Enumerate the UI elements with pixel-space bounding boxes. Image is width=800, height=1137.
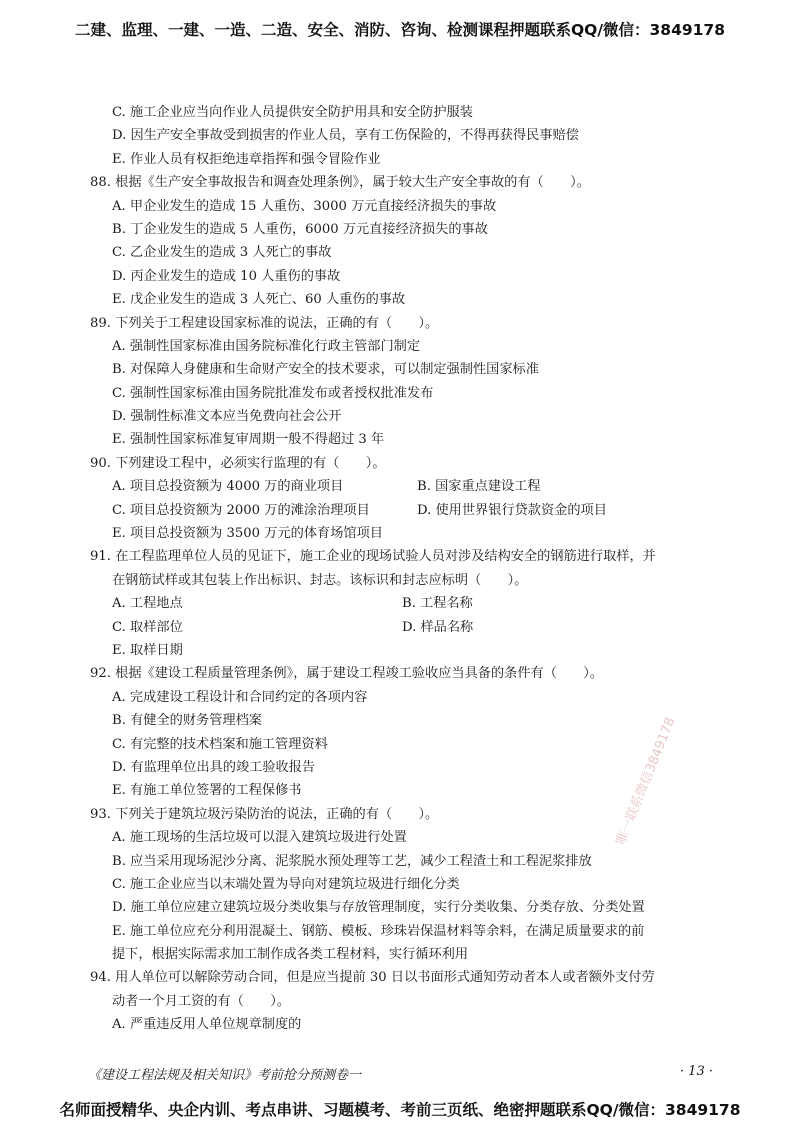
q90-stem: 90. 下列建设工程中，必须实行监理的有（ ）。: [90, 455, 386, 471]
q91-option-b: B. 工程名称: [402, 596, 473, 612]
q89-option-d: D. 强制性标准文本应当免费向社会公开: [112, 409, 342, 425]
q89-option-c: C. 强制性国家标准由国务院批准发布或者授权批准发布: [112, 385, 434, 401]
q92-stem: 92. 根据《建设工程质量管理条例》，属于建设工程竣工验收应当具备的条件有（ ）。: [90, 666, 604, 682]
q91-option-a: A. 工程地点: [112, 596, 183, 612]
q90-option-d: D. 使用世界银行贷款资金的项目: [417, 502, 607, 518]
q88-option-b: B. 丁企业发生的造成 5 人重伤，6000 万元直接经济损失的事故: [112, 221, 488, 237]
q93-option-b: B. 应当采用现场泥沙分离、泥浆脱水预处理等工艺，减少工程渣土和工程泥浆排放: [112, 853, 592, 869]
q91-option-d: D. 样品名称: [402, 619, 474, 635]
page-number: · 13 ·: [679, 1064, 713, 1079]
q94-stem-line1: 94. 用人单位可以解除劳动合同，但是应当提前 30 日以书面形式通知劳动者本人或者额外支付劳: [90, 970, 655, 986]
q87-option-c: C. 施工企业应当向作业人员提供安全防护用具和安全防护服装: [112, 105, 473, 120]
q88-stem: 88. 根据《生产安全事故报告和调查处理条例》，属于较大生产安全事故的有（ ）。: [90, 175, 590, 191]
q88-option-a: A. 甲企业发生的造成 15 人重伤、3000 万元直接经济损失的事故: [112, 198, 497, 214]
q94-stem-line2: 动者一个月工资的有（ ）。: [112, 993, 291, 1009]
q90-options-cd: [90, 499, 730, 522]
q93-option-c: C. 施工企业应当以末端处置为导向对建筑垃圾进行细化分类: [112, 876, 460, 892]
q90-options-ab: [90, 475, 730, 498]
q88-option-c: C. 乙企业发生的造成 3 人死亡的事故: [112, 245, 332, 261]
q90-option-e: E. 项目总投资额为 3500 万元的体育场馆项目: [112, 526, 383, 542]
q90-option-b: B. 国家重点建设工程: [417, 479, 541, 495]
q87-option-d: D. 因生产安全事故受到损害的作业人员，享有工伤保险的，不得再获得民事赔偿: [112, 128, 579, 144]
q89-option-a: A. 强制性国家标准由国务院标准化行政主管部门制定: [112, 338, 421, 354]
question-content: [90, 101, 730, 1037]
q93-option-e-line1: E. 施工单位应充分利用混凝土、钢筋、模板、珍珠岩保温材料等余料，在满足质量要求的前: [112, 923, 645, 939]
q89-option-b: B. 对保障人身健康和生命财产安全的技术要求，可以制定强制性国家标准: [112, 362, 539, 378]
q91-stem-line1: 91. 在工程监理单位人员的见证下，施工企业的现场试验人员对涉及结构安全的钢筋进行取样，并: [90, 549, 656, 565]
q88-option-e: E. 戊企业发生的造成 3 人死亡、60 人重伤的事故: [112, 292, 406, 308]
q91-options-cd: [90, 616, 730, 639]
q93-option-a: A. 施工现场的生活垃圾可以混入建筑垃圾进行处置: [112, 830, 407, 846]
q92-option-c: C. 有完整的技术档案和施工管理资料: [112, 736, 328, 752]
top-contact-banner: 二建、监理、一建、一造、二造、安全、消防、咨询、检测课程押题联系QQ/微信：3849178: [74, 21, 725, 39]
q90-option-c: C. 项目总投资额为 2000 万的滩涂治理项目: [112, 502, 370, 518]
q91-option-e: E. 取样日期: [112, 642, 183, 658]
q92-option-d: D. 有监理单位出具的竣工验收报告: [112, 759, 316, 775]
q89-option-e: E. 强制性国家标准复审周期一般不得超过 3 年: [112, 432, 385, 448]
q88-option-d: D. 丙企业发生的造成 10 人重伤的事故: [112, 268, 341, 284]
page-footer: [88, 1064, 713, 1083]
q93-stem: 93. 下列关于建筑垃圾污染防治的说法，正确的有（ ）。: [90, 806, 439, 822]
q93-option-d: D. 施工单位应建立建筑垃圾分类收集与存放管理制度，实行分类收集、分类存放、分类处置: [112, 900, 645, 916]
q92-option-e: E. 有施工单位签署的工程保修书: [112, 783, 302, 799]
q94-option-a: A. 严重违反用人单位规章制度的: [112, 1017, 302, 1033]
contact-watermark: 唯一联系微信3849178: [613, 715, 679, 848]
q91-stem-line2: 在钢筋试样或其包装上作出标识、封志。该标识和封志应标明（ ）。: [112, 572, 528, 588]
q90-option-a: A. 项目总投资额为 4000 万的商业项目: [112, 479, 344, 495]
q91-option-c: C. 取样部位: [112, 619, 183, 635]
q89-stem: 89. 下列关于工程建设国家标准的说法，正确的有（ ）。: [90, 315, 439, 331]
q91-options-ab: [90, 592, 730, 615]
book-title: 《建设工程法规及相关知识》考前抢分预测卷一: [88, 1068, 362, 1083]
q92-option-a: A. 完成建设工程设计和合同约定的各项内容: [112, 689, 368, 705]
q87-option-e: E. 作业人员有权拒绝违章指挥和强令冒险作业: [112, 151, 381, 167]
q92-option-b: B. 有健全的财务管理档案: [112, 713, 262, 729]
bottom-contact-banner: 名师面授精华、央企内训、考点串讲、习题模考、考前三页纸、绝密押题联系QQ/微信：3849178: [59, 1101, 741, 1119]
q93-option-e-line2: 提下，根据实际需求加工制作成各类工程材料，实行循环利用: [112, 947, 469, 963]
